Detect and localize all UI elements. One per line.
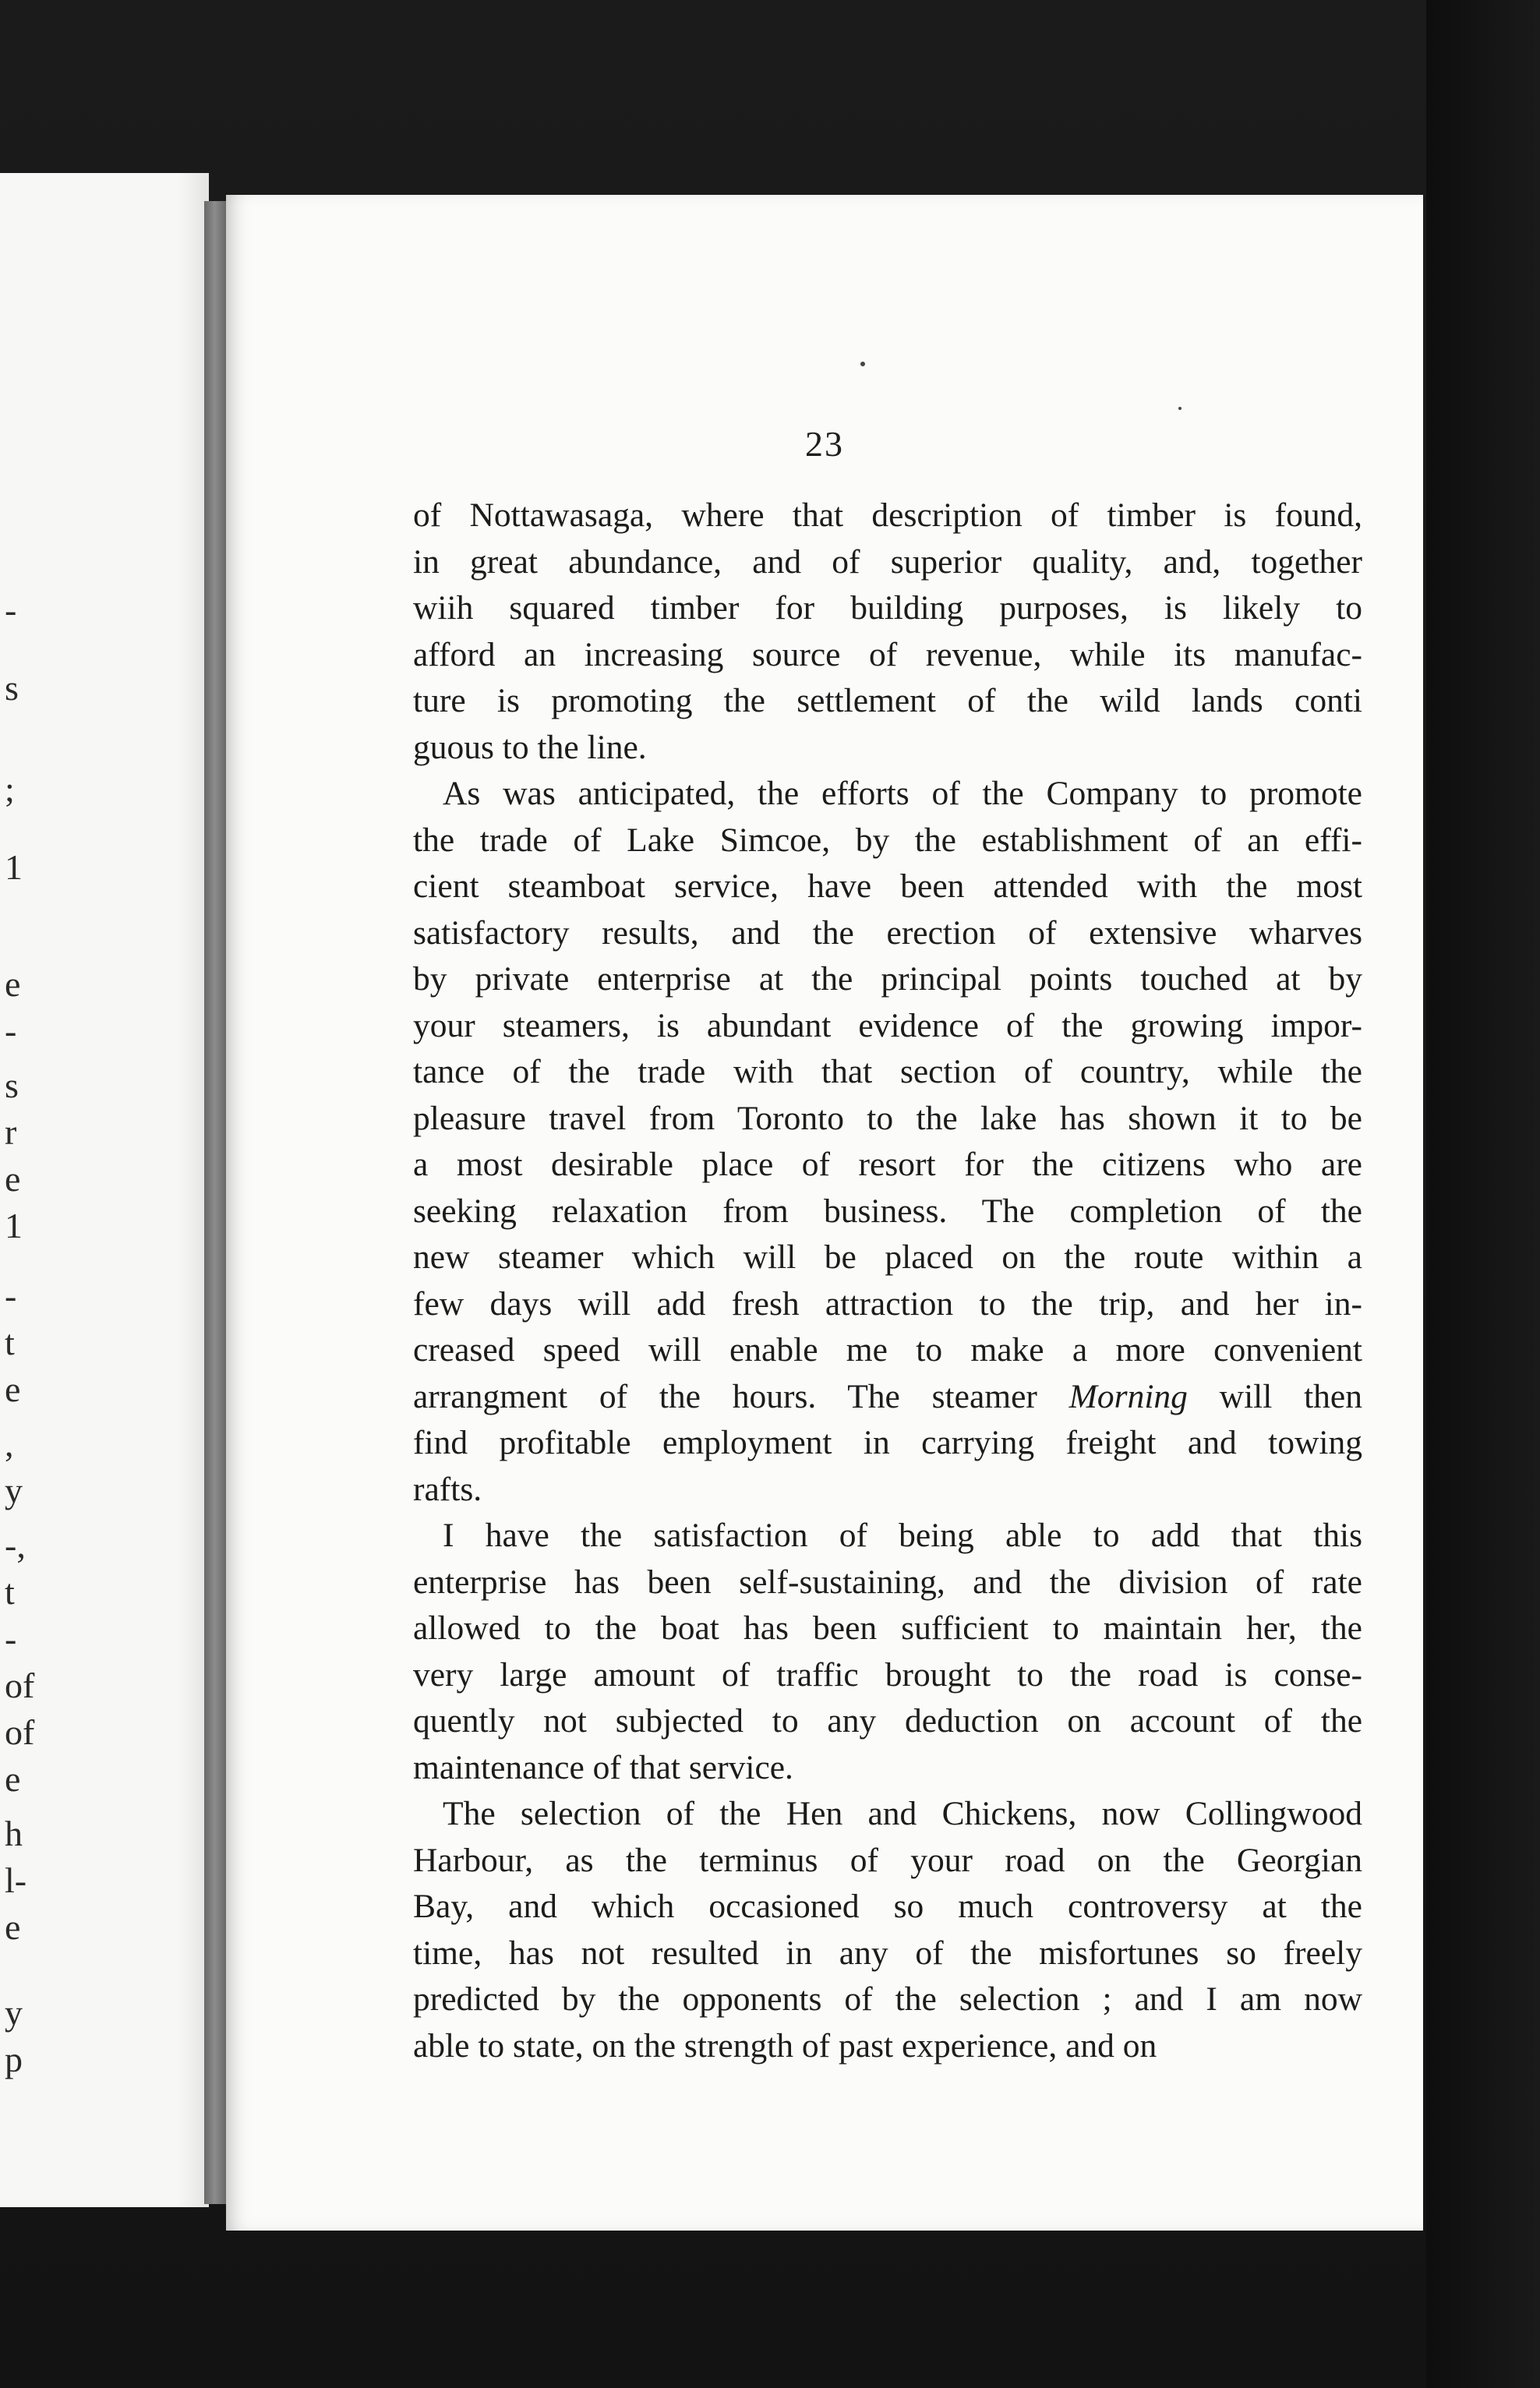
text-line: able to state, on the strength of past experience, and on bbox=[413, 2026, 1157, 2065]
line-end-fragment: s bbox=[5, 668, 19, 708]
line-end-fragment: r bbox=[5, 1112, 17, 1152]
text-line: As was anticipated, the efforts of the Company to promote bbox=[443, 775, 1362, 812]
text-line: very large amount of traffic brought to the road is conse- bbox=[413, 1655, 1362, 1694]
text-line: arrangment of the hours. The steamer Morning will then bbox=[413, 1377, 1362, 1415]
line-end-fragment: e bbox=[5, 1369, 21, 1409]
line-end-fragment: -, bbox=[5, 1525, 26, 1565]
text-line: enterprise has been self-sustaining, and the division of rate bbox=[413, 1563, 1362, 1601]
line-end-fragment: e bbox=[5, 1907, 21, 1947]
text-line: maintenance of that service. bbox=[413, 1748, 793, 1786]
text-line: wiih squared timber for building purposes, is likely to bbox=[413, 589, 1362, 627]
text-line: quently not subjected to any deduction on account of the bbox=[413, 1702, 1362, 1740]
line-end-fragment: h bbox=[5, 1814, 23, 1853]
page-number: 23 bbox=[805, 424, 844, 464]
line-end-fragment: - bbox=[5, 590, 17, 630]
text-line: I have the satisfaction of being able to add that this bbox=[443, 1517, 1362, 1554]
text-line: few days will add fresh attraction to the trip, and her in- bbox=[413, 1284, 1362, 1323]
line-end-fragment: s bbox=[5, 1065, 19, 1105]
text-line: by private enterprise at the principal points touched at by bbox=[413, 960, 1362, 998]
page-body-text bbox=[413, 493, 1362, 2069]
line-end-fragment: l- bbox=[5, 1860, 27, 1900]
text-line: new steamer which will be placed on the route within a bbox=[413, 1238, 1362, 1276]
text-line: the trade of Lake Simcoe, by the establishment of an effi- bbox=[413, 821, 1362, 859]
line-end-fragment: t bbox=[5, 1323, 15, 1362]
text-line: ture is promoting the settlement of the wild lands conti bbox=[413, 682, 1362, 719]
text-line: rafts. bbox=[413, 1470, 482, 1508]
line-end-fragment: , bbox=[5, 1424, 14, 1464]
line-end-fragment: ; bbox=[5, 769, 15, 809]
text-line: time, has not resulted in any of the misfortunes so freely bbox=[413, 1934, 1362, 1972]
text-line: tance of the trade with that section of country, while the bbox=[413, 1053, 1362, 1090]
line-end-fragment: t bbox=[5, 1572, 15, 1612]
line-end-fragment: y bbox=[5, 1993, 23, 2033]
document-page bbox=[226, 195, 1423, 2231]
line-end-fragment: e bbox=[5, 1159, 21, 1199]
text-line: a most desirable place of resort for the citizens who are bbox=[413, 1146, 1362, 1183]
line-end-fragment: p bbox=[5, 2040, 23, 2079]
text-line: allowed to the boat has been sufficient to maintain her, the bbox=[413, 1609, 1362, 1647]
line-end-fragment: 1 bbox=[5, 847, 23, 887]
line-end-fragment: y bbox=[5, 1471, 23, 1510]
text-line: afford an increasing source of revenue, while its manufac- bbox=[413, 635, 1362, 673]
text-line: in great abundance, and of superior quality, and, together bbox=[413, 542, 1362, 581]
line-end-fragment: of bbox=[5, 1712, 35, 1752]
italic-ship-name: Morning bbox=[1068, 1377, 1188, 1415]
text-line: cient steamboat service, have been attended with the most bbox=[413, 867, 1362, 905]
text-line: Harbour, as the terminus of your road on the Georgian bbox=[413, 1841, 1362, 1879]
line-end-fragment: e bbox=[5, 964, 21, 1004]
dust-speck bbox=[860, 362, 865, 366]
line-end-fragment: - bbox=[5, 1619, 17, 1659]
text-line: guous to the line. bbox=[413, 728, 647, 766]
scanner-background-right bbox=[1426, 0, 1540, 2388]
text-line: pleasure travel from Toronto to the lake has shown it to be bbox=[413, 1099, 1362, 1137]
text-line: find profitable employment in carrying freight and towing bbox=[413, 1424, 1362, 1461]
line-end-fragment: 1 bbox=[5, 1206, 23, 1245]
text-line: creased speed will enable me to make a more convenient bbox=[413, 1331, 1362, 1369]
dust-speck bbox=[1178, 407, 1181, 410]
text-line: seeking relaxation from business. The completion of the bbox=[413, 1192, 1362, 1230]
text-line: Bay, and which occasioned so much controversy at the bbox=[413, 1888, 1362, 1925]
text-line: The selection of the Hen and Chickens, now Collingwood bbox=[443, 1795, 1362, 1832]
previous-page-edge bbox=[0, 173, 209, 2207]
text-line: your steamers, is abundant evidence of the growing impor- bbox=[413, 1006, 1362, 1044]
text-line: predicted by the opponents of the selection ; and I am now bbox=[413, 1980, 1362, 2018]
line-end-fragment: - bbox=[5, 1011, 17, 1051]
text-line: of Nottawasaga, where that description of timber is found, bbox=[413, 496, 1362, 534]
line-end-fragment: - bbox=[5, 1276, 17, 1316]
text-line: satisfactory results, and the erection of extensive wharves bbox=[413, 913, 1362, 952]
line-end-fragment: of bbox=[5, 1666, 35, 1705]
line-end-fragment: e bbox=[5, 1759, 21, 1799]
